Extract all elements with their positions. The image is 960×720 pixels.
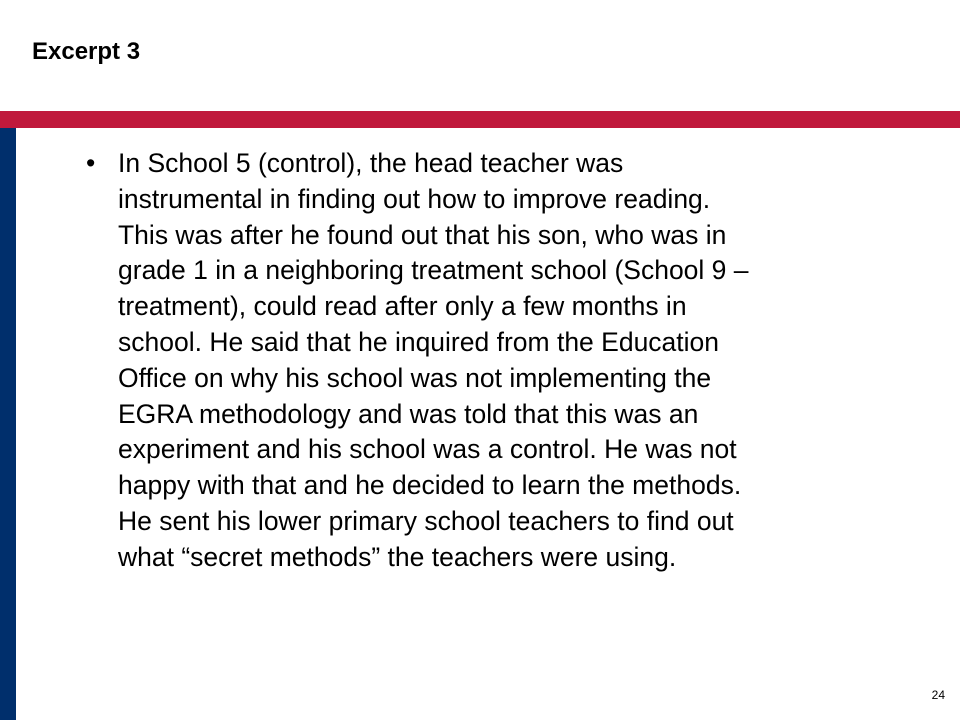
bullet-text-line: Office on why his school was not implementing the: [118, 362, 712, 393]
bullet-text-line: grade 1 in a neighboring treatment school (School 9 –: [118, 255, 749, 286]
header-divider-bar: [0, 111, 960, 128]
bullet-text-line: This was after he found out that his son, who was in: [118, 219, 727, 250]
left-accent-bar: [0, 128, 16, 720]
slide-body: [80, 146, 940, 576]
bullet-text-line: instrumental in finding out how to improve reading.: [118, 183, 711, 214]
bullet-text-line: what “secret methods” the teachers were using.: [118, 541, 677, 572]
slide-title: Excerpt 3: [32, 38, 141, 65]
bullet-text-line: experiment and his school was a control. He was not: [118, 434, 737, 465]
bullet-text-line: In School 5 (control), the head teacher was: [118, 148, 624, 178]
bullet-text-line: treatment), could read after only a few months in: [118, 291, 687, 322]
bullet-text-line: school. He said that he inquired from the Education: [118, 326, 720, 357]
bullet-item: [80, 146, 940, 576]
bullet-text-line: He sent his lower primary school teachers to find out: [118, 505, 734, 536]
bullet-text-line: EGRA methodology and was told that this was an: [118, 398, 699, 429]
bullet-text-line: happy with that and he decided to learn the methods.: [118, 470, 742, 501]
page-number: 24: [931, 688, 945, 702]
bullet-icon: •: [86, 148, 96, 178]
